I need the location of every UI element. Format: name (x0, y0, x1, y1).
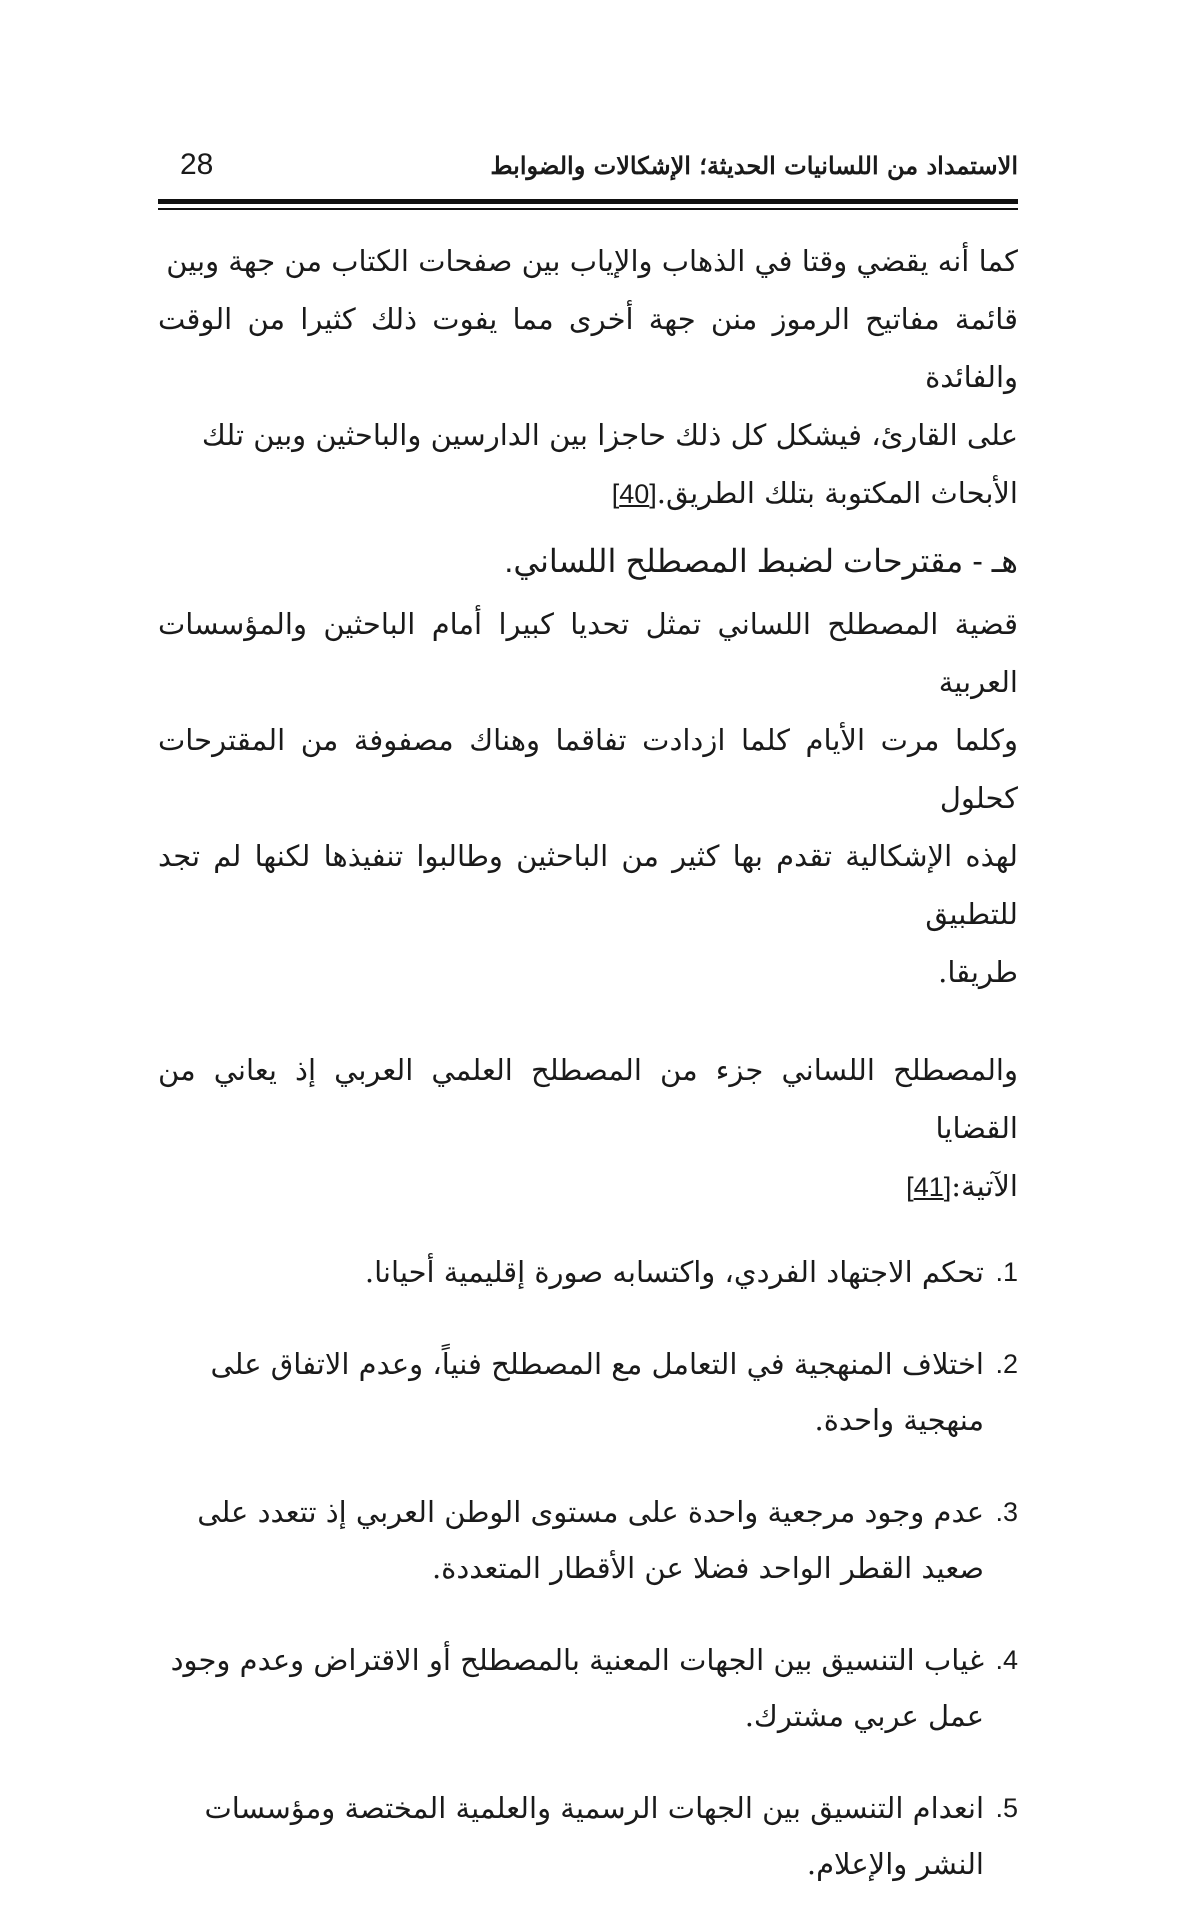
list-item (158, 1244, 1018, 1300)
paragraph-3 (158, 1041, 1018, 1216)
list-item-text: غياب التنسيق بين الجهات المعنية بالمصطلح أو الاقتراض وعدم وجود عمل عربي مشترك. (170, 1643, 984, 1733)
paragraph-3-line: والمصطلح اللساني جزء من المصطلح العلمي العربي إذ يعاني من القضايا (158, 1053, 1018, 1145)
header-rule-thin (158, 208, 1018, 210)
paragraph-1-last-text: الأبحاث المكتوبة بتلك الطريق. (656, 476, 1018, 510)
paragraph-2-line: طريقا. (938, 955, 1018, 989)
paragraph-1-last-line (158, 464, 1018, 523)
paragraph-1-line: قائمة مفاتيح الرموز منن جهة أخرى مما يفوت ذلك كثيرا من الوقت والفائدة (158, 302, 1018, 394)
paragraph-1-line: كما أنه يقضي وقتا في الذهاب والإياب بين صفحات الكتاب من جهة وبين (166, 244, 1018, 278)
footnote-link-40[interactable]: [40] (611, 479, 657, 509)
page-number: 28 (180, 148, 214, 181)
paragraph-3-last-line (158, 1157, 1018, 1216)
paragraph-2 (158, 595, 1018, 1001)
list-item (158, 1780, 1018, 1892)
list-item-number: 3. (995, 1497, 1018, 1527)
list-item-text: تحكم الاجتهاد الفردي، واكتسابه صورة إقليمية أحيانا. (364, 1255, 984, 1289)
list-item-number: 2. (995, 1349, 1018, 1379)
footnote-link-41[interactable]: [41] (906, 1172, 952, 1202)
list-item-number: 5. (995, 1793, 1018, 1823)
list-item (158, 1484, 1018, 1596)
running-title: الاستمداد من اللسانيات الحديثة؛ الإشكالات والضوابط (490, 151, 1018, 180)
paragraph-1-line: على القارئ، فيشكل كل ذلك حاجزا بين الدارسين والباحثين وبين تلك (201, 418, 1018, 452)
paragraph-1 (158, 232, 1018, 523)
paragraph-3-last-text: الآتية: (951, 1169, 1018, 1203)
list-item (158, 1336, 1018, 1448)
list-item-number: 4. (995, 1645, 1018, 1675)
paragraph-2-line: قضية المصطلح اللساني تمثل تحديا كبيرا أمام الباحثين والمؤسسات العربية (158, 607, 1018, 699)
issues-list (158, 1244, 1018, 1892)
list-item-text: انعدام التنسيق بين الجهات الرسمية والعلمية المختصة ومؤسسات النشر والإعلام. (204, 1791, 984, 1881)
body-content (158, 232, 1018, 1928)
running-header (180, 148, 1018, 182)
list-item-number: 1. (995, 1257, 1018, 1287)
paragraph-2-line: لهذه الإشكالية تقدم بها كثير من الباحثين وطالبوا تنفيذها لكنها لم تجد للتطبيق (158, 839, 1018, 931)
paragraph-2-line: وكلما مرت الأيام كلما ازدادت تفاقما وهناك مصفوفة من المقترحات كحلول (158, 723, 1018, 815)
list-item-text: اختلاف المنهجية في التعامل مع المصطلح فنياً، وعدم الاتفاق على منهجية واحدة. (210, 1347, 984, 1437)
list-item (158, 1632, 1018, 1744)
section-heading: هـ - مقترحات لضبط المصطلح اللساني. (504, 543, 1018, 579)
spacer (158, 1001, 1018, 1041)
header-rule-thick (158, 199, 1018, 204)
spacer (158, 1216, 1018, 1244)
list-item-text: عدم وجود مرجعية واحدة على مستوى الوطن العربي إذ تتعدد على صعيد القطر الواحد فضلا عن الأقطار المتعددة. (197, 1495, 984, 1585)
